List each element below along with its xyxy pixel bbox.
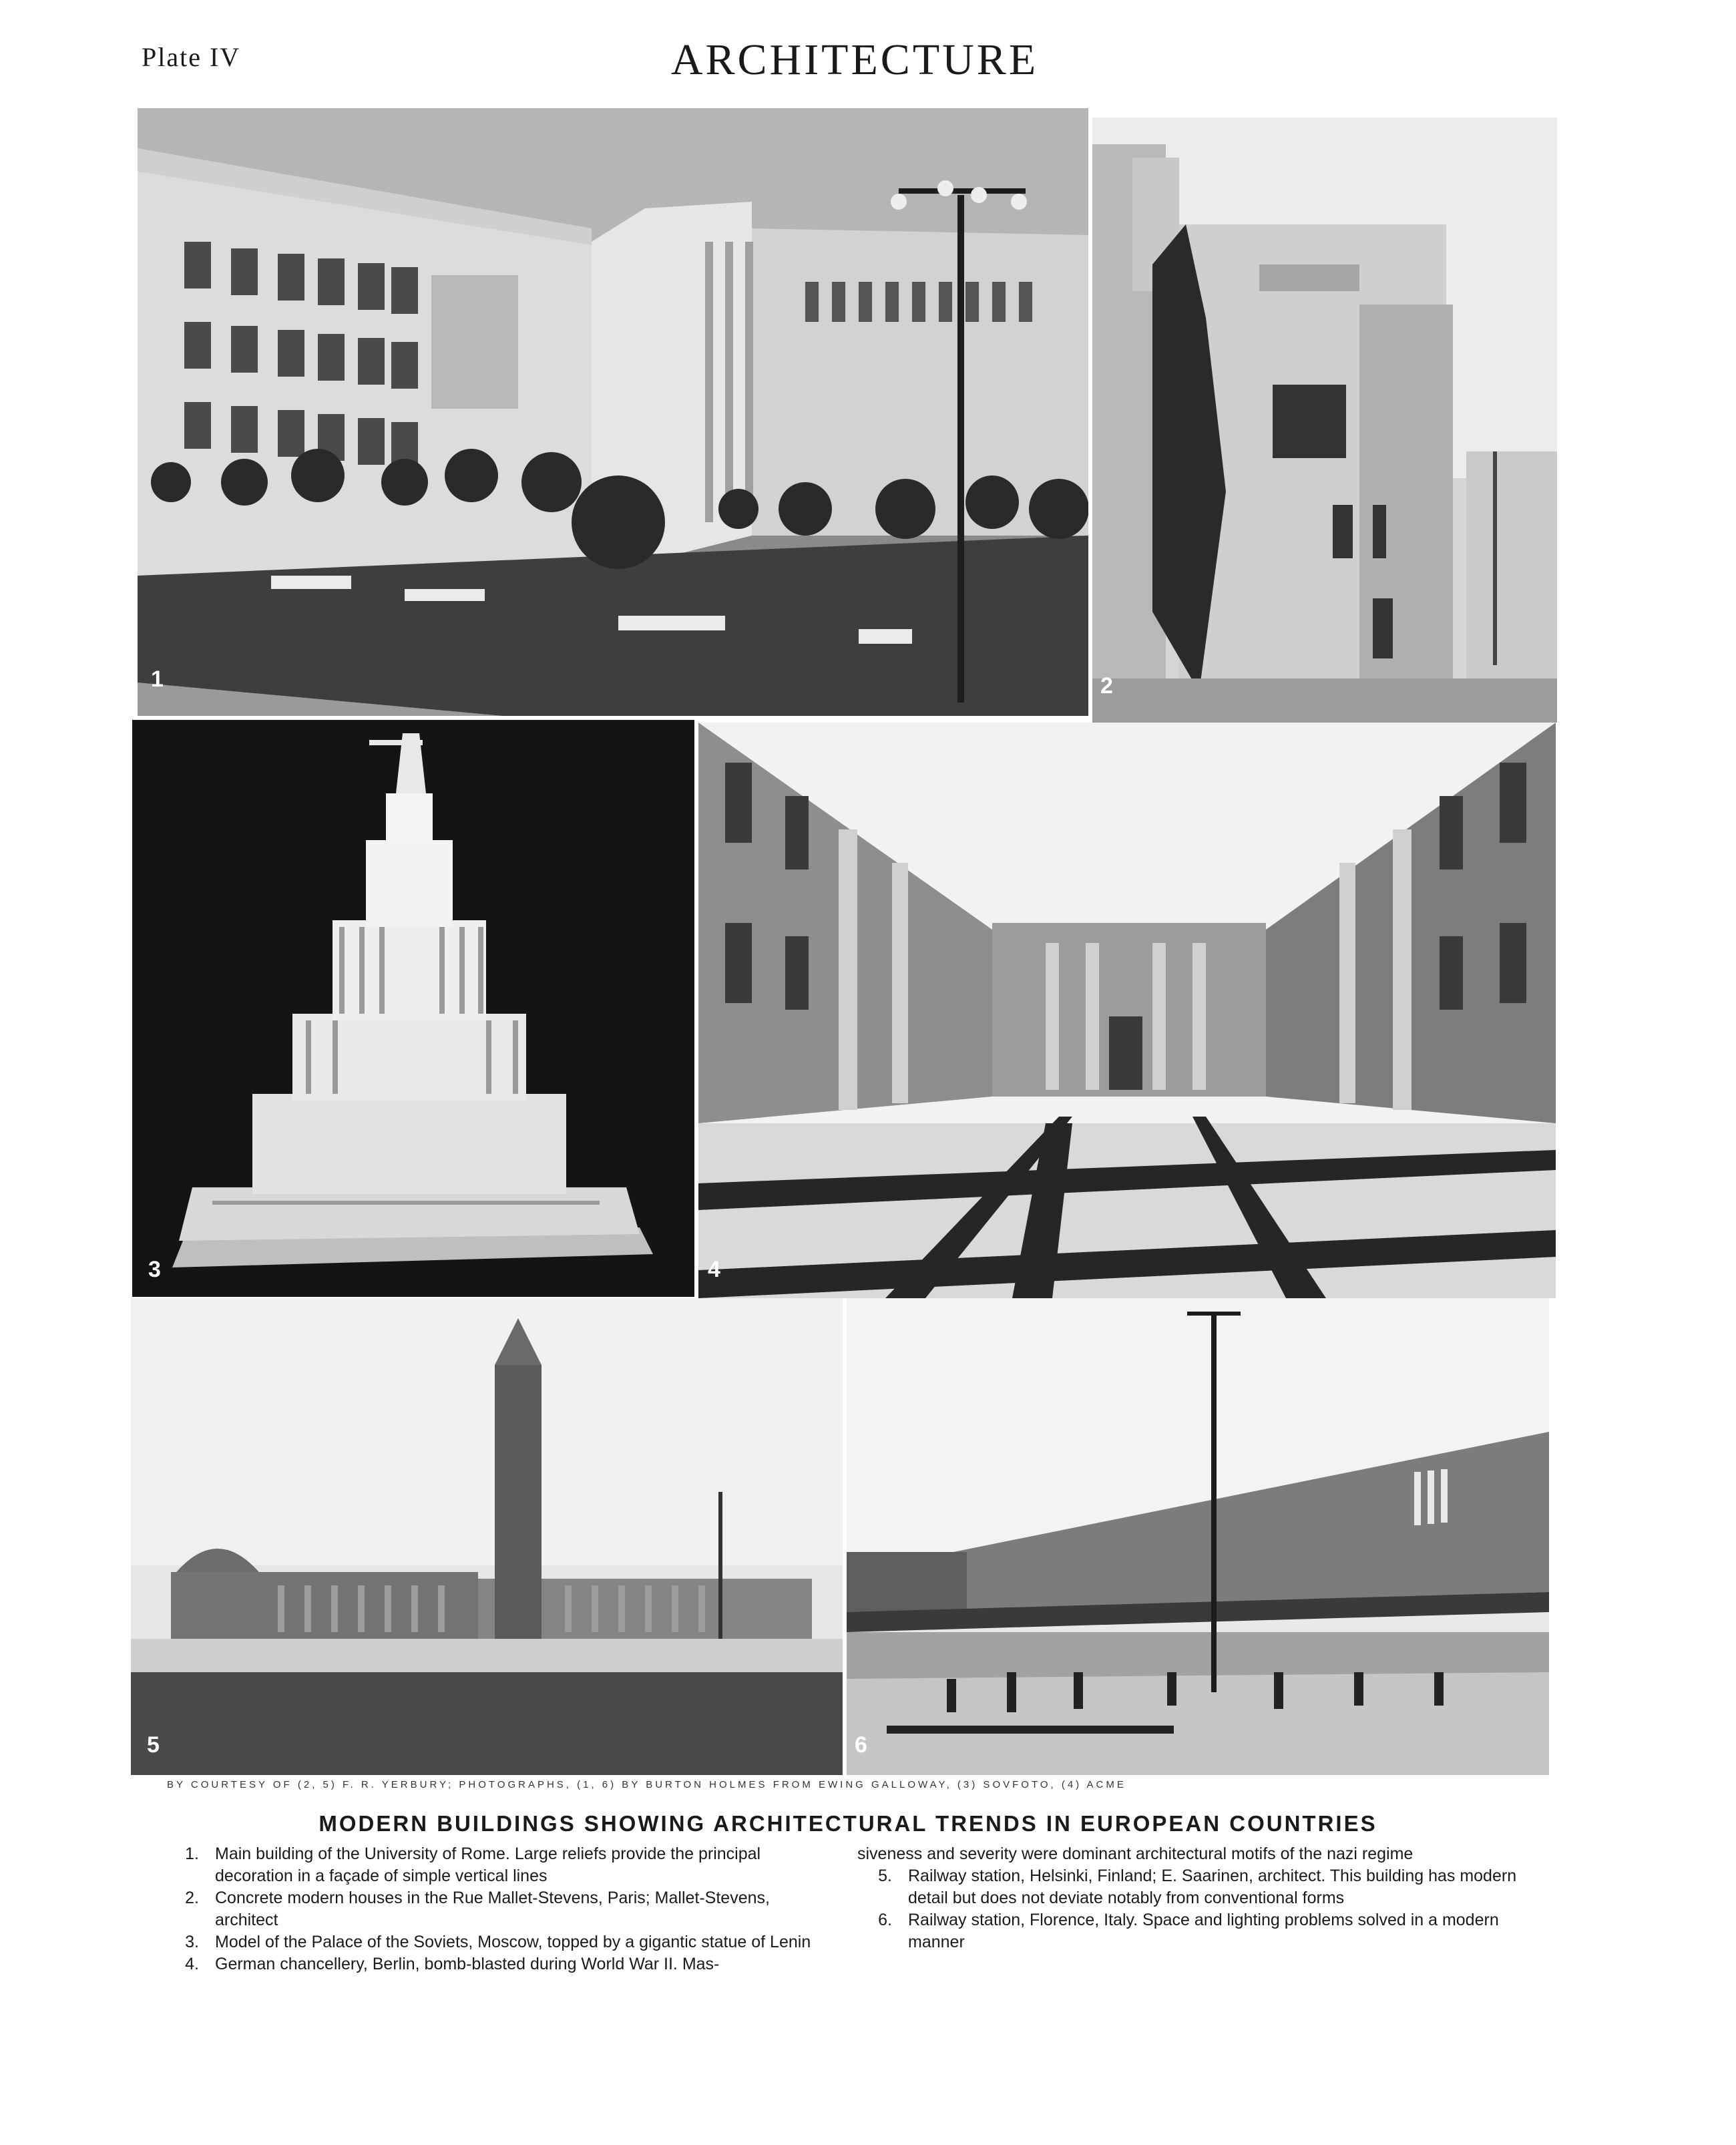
photo-number: 6 [855, 1732, 867, 1758]
photo-helsinki-railway-station [131, 1298, 843, 1775]
photo-number: 4 [708, 1257, 720, 1282]
caption-text: Concrete modern houses in the Rue Mallet-Stevens, Paris; Mallet-Stevens, architect [215, 1889, 770, 1929]
caption-number: 4. [185, 1955, 199, 1973]
caption-text: German chancellery, Berlin, bomb-blasted during World War II. Mas- [215, 1955, 720, 1973]
photo-number: 2 [1100, 673, 1113, 699]
caption-item [857, 1865, 1525, 1909]
plate-heading: MODERN BUILDINGS SHOWING ARCHITECTURAL TRENDS IN EUROPEAN COUNTRIES [318, 1811, 1377, 1836]
mallet-stevens-houses-illustration [1092, 118, 1557, 723]
caption-item [164, 1843, 832, 1887]
plate-label: Plate IV [142, 42, 241, 72]
caption-text: Model of the Palace of the Soviets, Moscow, topped by a gigantic statue of Lenin [215, 1933, 811, 1951]
caption-item [164, 1887, 832, 1931]
caption-number: 3. [185, 1933, 199, 1951]
chancellery-courtyard-illustration [698, 723, 1556, 1298]
caption-number: 2. [185, 1889, 199, 1907]
captions-left-column [164, 1843, 832, 1975]
helsinki-station-illustration [131, 1298, 843, 1775]
photo-number: 1 [151, 666, 164, 692]
photo-palace-of-the-soviets [132, 720, 694, 1297]
florence-station-illustration [847, 1298, 1549, 1775]
page-title: ARCHITECTURE [670, 35, 1039, 84]
caption-text: Railway station, Florence, Italy. Space and lighting problems solved in a modern manner [908, 1911, 1499, 1951]
photo-number: 3 [148, 1257, 161, 1282]
photo-rue-mallet-stevens [1092, 118, 1557, 723]
caption-text: Railway station, Helsinki, Finland; E. Saarinen, architect. This building has modern detail but does not deviate notably from conventional forms [908, 1867, 1517, 1907]
caption-number: 6. [878, 1911, 892, 1929]
caption-item [164, 1931, 832, 1953]
university-building-illustration [138, 108, 1088, 716]
caption-continuation: siveness and severity were dominant architectural motifs of the nazi regime [857, 1844, 1414, 1863]
photo-florence-railway-station [847, 1298, 1549, 1775]
photo-number: 5 [147, 1732, 160, 1758]
photo-german-chancellery [698, 723, 1556, 1298]
caption-item [857, 1909, 1525, 1953]
caption-item [164, 1953, 832, 1975]
palace-of-soviets-model-illustration [132, 720, 694, 1297]
photo-university-of-rome [138, 108, 1088, 716]
captions-right-column [857, 1843, 1525, 1953]
caption-number: 1. [185, 1844, 199, 1863]
caption-text: Main building of the University of Rome. Large reliefs provide the principal decoration in a façade of simple vertical lines [215, 1844, 761, 1885]
photo-credit: BY COURTESY OF (2, 5) F. R. YERBURY; PHOTOGRAPHS, (1, 6) BY BURTON HOLMES FROM EWING GALLOWAY, (3) SOVFOTO, (4) ACME [167, 1779, 1126, 1790]
caption-number: 5. [878, 1867, 892, 1885]
